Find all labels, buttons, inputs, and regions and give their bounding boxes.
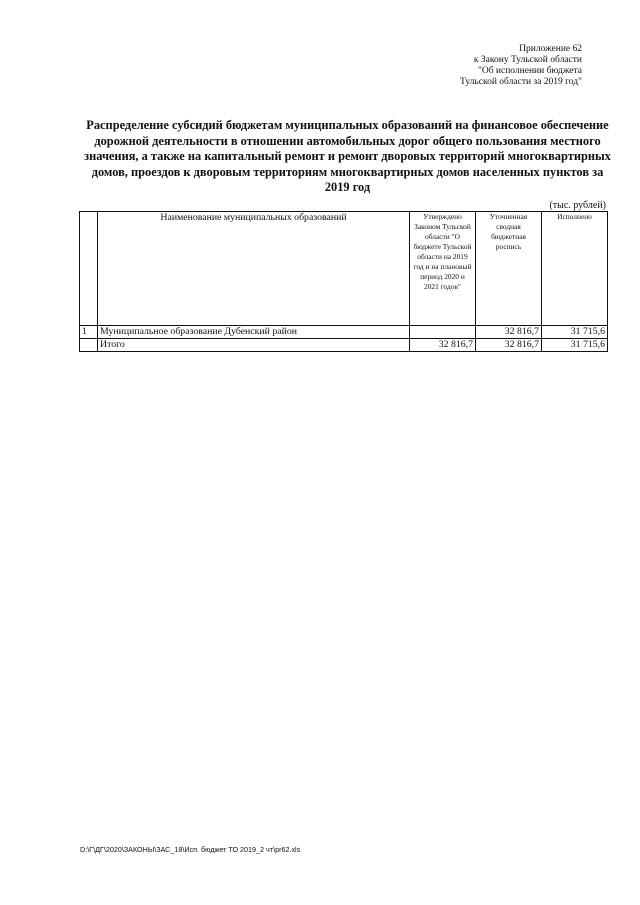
- table-header-row: [80, 212, 608, 326]
- row-executed: 31 715,6: [542, 339, 608, 352]
- appendix-line: "Об исполнении бюджета: [477, 66, 582, 76]
- row-refined: 32 816,7: [476, 339, 542, 352]
- row-number: 1: [80, 326, 98, 339]
- header-name: Наименование муниципальных образований: [98, 212, 410, 326]
- header-approved: Утверждено Законом Тульской области "О бюджете Тульской области на 2019 год и на плановый период 2020 и 2021 годов": [410, 212, 476, 326]
- table-total-row: [80, 339, 608, 352]
- header-refined: Уточненная сводная бюджетная роспись: [476, 212, 542, 326]
- row-name: Муниципальное образование Дубенский район: [98, 326, 410, 339]
- document-title: Распределение субсидий бюджетам муниципальных образований на финансовое обеспечение дорожной деятельности в отношении автомобильных дорог общего пользования местного значения, а также на капитальный ремонт и ремонт дворовых территорий многоквартирных домов, проездов к дворовым территориям многоквартирных домов населенных пунктов за 2019 год: [84, 118, 611, 195]
- row-approved: 32 816,7: [410, 339, 476, 352]
- header-number: [80, 212, 98, 326]
- row-refined: 32 816,7: [476, 326, 542, 339]
- appendix-line: к Закону Тульской области: [473, 55, 582, 65]
- appendix-reference: [382, 44, 582, 88]
- table-row: [80, 326, 608, 339]
- row-executed: 31 715,6: [542, 326, 608, 339]
- appendix-line: Приложение 62: [519, 44, 582, 54]
- file-path-footer: D:\Г\ДГ\2020\ЗАКОНЫ\ЗАС_18\Исп. бюджет ТО 2019_2 чт\pr62.xls: [80, 845, 301, 854]
- header-executed: Исполнено: [542, 212, 608, 326]
- subsidy-table: [79, 211, 608, 352]
- row-approved: [410, 326, 476, 339]
- row-name: Итого: [98, 339, 410, 352]
- unit-label: (тыс. рублей): [549, 200, 606, 211]
- row-number: [80, 339, 98, 352]
- appendix-line: Тульской области за 2019 год": [460, 77, 582, 87]
